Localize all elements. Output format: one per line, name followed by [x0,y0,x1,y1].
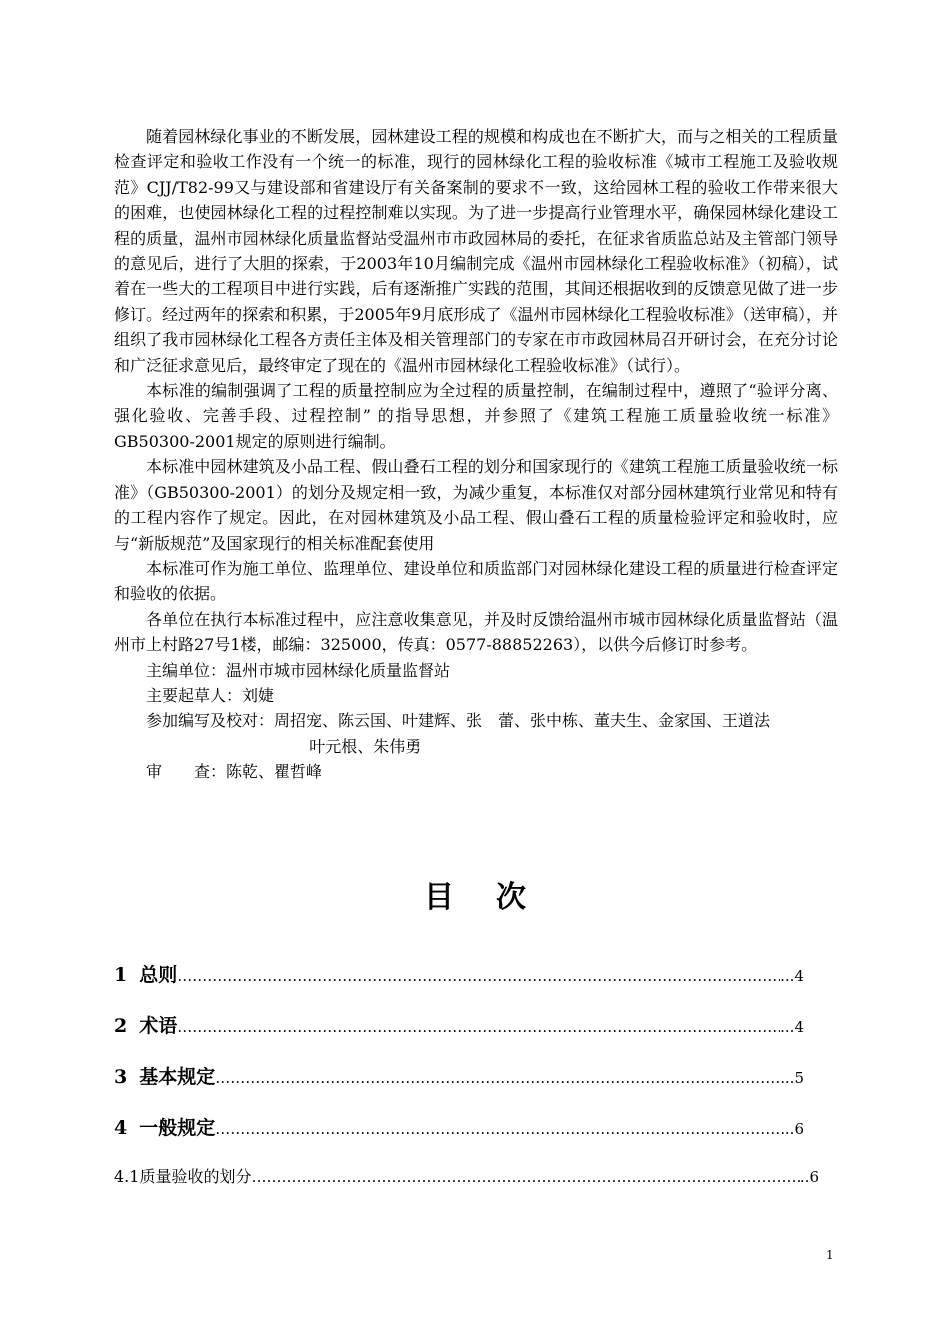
toc-entry-label: 基本规定 [139,1066,216,1088]
dot-leader [251,1168,799,1186]
reviewers: 审 查：陈乾、瞿哲峰 [146,762,323,782]
dot-leader [215,1120,785,1138]
preface-paragraph-5: 各单位在执行本标准过程中，应注意收集意见，并及时反馈给温州市城市园林绿化质量监督站（温州市上村路27号1楼，邮编：325000，传真：0577-88852263），以供今后修订时参考。 [114,609,838,655]
main-drafter: 主要起草人：刘婕 [146,685,275,705]
toc-entry[interactable] [114,1062,804,1113]
toc-subentry[interactable] [114,1164,819,1194]
dot-leader [177,967,780,985]
table-of-contents [114,960,819,1194]
toc-entry[interactable] [114,960,804,1011]
toc-subentry-label: 4.1质量验收的划分 [114,1167,252,1186]
toc-entry-label: 一般规定 [139,1117,216,1139]
toc-entry-number: 3 [114,1066,128,1088]
toc-entry-number: 2 [114,1015,128,1037]
toc-entry-page: ..6 [784,1120,804,1138]
dot-leader [215,1069,785,1087]
preface-section [114,124,838,785]
preface-paragraph-1: 随着园林绿化事业的不断发展，园林建设工程的规模和构成也在不断扩大，而与之相关的工程质量检查评定和验收工作没有一个统一的标准，现行的园林绿化工程的验收标准《城市工程施工及验收规范》CJJ/T82-99又与建设部和省建设厅有关备案制的要求不一致，这给园林工程的验收工作带来很大的困难，也使园林绿化工程的过程控制难以实现。为了进一步提高行业管理水平，确保园林绿化建设工程的质量，温州市园林绿化质量监督站受温州市市政园林局的委托，在征求省质监总站及主管部门领导的意见后，进行了大胆的探索，于2003年10月编制完成《温州市园林绿化工程验收标准》（初稿），试着在一些大的工程项目中进行实践，后有逐渐推广实践的范围，其间还根据收到的反馈意见做了进一步修订。经过两年的探索和积累，于2005年9月底形成了《温州市园林绿化工程验收标准》（送审稿），并组织了我市园林绿化工程各方责任主体及相关管理部门的专家在市市政园林局召开研讨会，在充分讨论和广泛征求意见后，最终审定了现在的《温州市园林绿化工程验收标准》（试行）。 [114,127,838,375]
chief-unit: 主编单位：温州市城市园林绿化质量监督站 [146,660,451,680]
toc-entry-page: ...4 [780,967,804,985]
toc-entry[interactable] [114,1011,804,1062]
toc-entry-number: 4 [114,1117,128,1139]
toc-entry-number: 1 [114,964,128,986]
preface-paragraph-2: 本标准的编制强调了工程的质量控制应为全过程的质量控制，在编制过程中，遵照了“验评分离、强化验收、完善手段、过程控制” 的指导思想，并参照了《建筑工程施工质量验收统一标准》GB50300-2001规定的原则进行编制。 [114,381,838,451]
toc-entry-page: ...4 [780,1018,804,1036]
toc-entry[interactable] [114,1113,804,1164]
page-number: 1 [826,1248,834,1262]
toc-entry-page: ..5 [784,1069,804,1087]
preface-paragraph-3: 本标准中园林建筑及小品工程、假山叠石工程的划分和国家现行的《建筑工程施工质量验收统一标准》（GB50300-2001）的划分及规定相一致，为减少重复，本标准仅对部分园林建筑行业常见和特有的工程内容作了规定。因此，在对园林建筑及小品工程、假山叠石工程的质量检验评定和验收时，应与“新版规范”及国家现行的相关标准配套使用 [114,457,838,553]
toc-title: 目次 [424,880,568,915]
preface-paragraph-4: 本标准可作为施工单位、监理单位、建设单位和质监部门对园林绿化建设工程的质量进行检查评定和验收的依据。 [114,558,838,604]
contributors-continued: 叶元根、朱伟勇 [309,736,422,756]
contributors: 参加编写及校对：周招宠、陈云国、叶建辉、张 蕾、张中栋、董夫生、金家国、王道法 [146,711,771,731]
toc-entry-label: 总则 [139,964,178,986]
toc-entry-label: 术语 [139,1015,178,1037]
toc-subentry-page: ..6 [799,1168,819,1186]
dot-leader [177,1018,780,1036]
